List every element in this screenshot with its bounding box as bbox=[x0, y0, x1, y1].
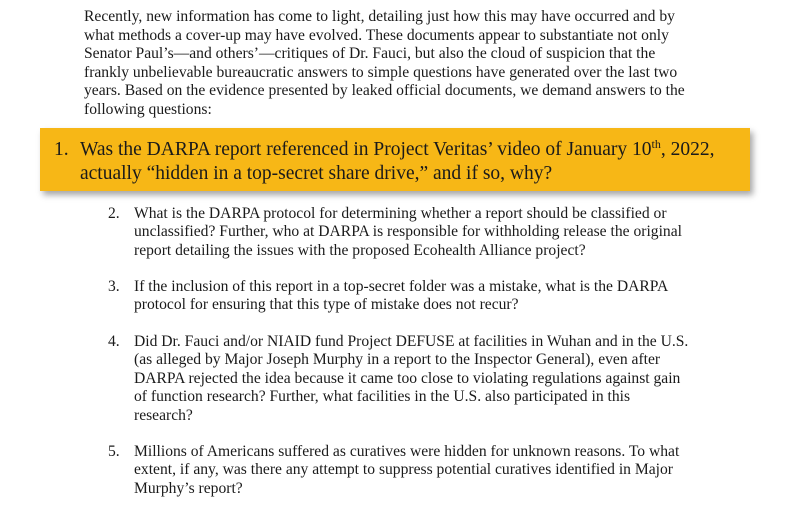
intro-line: years. Based on the evidence presented by leaked official documents, we demand answers to the bbox=[84, 82, 685, 100]
question-text bbox=[134, 333, 714, 425]
intro-paragraph bbox=[84, 8, 724, 120]
question-number: 5. bbox=[108, 443, 120, 460]
question-line: Did Dr. Fauci and/or NIAID fund Project DEFUSE at facilities in Wuhan and in the U.S. bbox=[134, 333, 689, 350]
question-text bbox=[134, 443, 714, 498]
question-line: extent, if any, was there any attempt to suppress potential curatives identified in Major bbox=[134, 461, 673, 479]
question-line: Murphy’s report? bbox=[134, 479, 243, 497]
question-number: 4. bbox=[108, 333, 120, 350]
intro-line: frankly unbelievable bureaucratic answers to simple questions have generated over the last two bbox=[84, 63, 678, 81]
question-line: (as alleged by Major Joseph Murphy in a report to the Inspector General), even after bbox=[134, 351, 661, 369]
question-line-part: Was the DARPA report referenced in Project Veritas’ video of January 10 bbox=[80, 139, 652, 160]
question-text bbox=[80, 138, 748, 186]
question-line: DARPA rejected the idea because it came too close to violating regulations against gain bbox=[134, 369, 681, 387]
question-line: What is the DARPA protocol for determining whether a report should be classified or bbox=[134, 205, 667, 222]
question-line: research? bbox=[134, 406, 193, 424]
question-number: 3. bbox=[108, 278, 120, 295]
question-text bbox=[134, 205, 714, 260]
question-line: actually “hidden in a top-secret share drive,” and if so, why? bbox=[80, 163, 553, 184]
intro-line: Recently, new information has come to light, detailing just how this may have occurred and by bbox=[84, 8, 675, 25]
intro-line: following questions: bbox=[84, 100, 212, 118]
intro-line: Senator Paul’s—and others’—critiques of Dr. Fauci, but also the cloud of suspicion that the bbox=[84, 45, 656, 63]
ordinal-superscript: th bbox=[651, 137, 661, 151]
question-line: unclassified? Further, who at DARPA is responsible for withholding release the original bbox=[134, 223, 682, 241]
question-line-part: , 2022, bbox=[660, 139, 715, 160]
question-line bbox=[80, 138, 748, 162]
question-text bbox=[134, 278, 714, 315]
intro-line: what methods a cover-up may have evolved. These documents appear to substantiate not only bbox=[84, 26, 669, 44]
question-line: Millions of Americans suffered as curatives were hidden for unknown reasons. To what bbox=[134, 443, 680, 460]
question-line: protocol for ensuring that this type of mistake does not recur? bbox=[134, 296, 519, 314]
question-line: of function research? Further, what facilities in the U.S. also participated in this bbox=[134, 388, 631, 406]
question-line: If the inclusion of this report in a top-secret folder was a mistake, what is the DARPA bbox=[134, 278, 669, 295]
question-line: report detailing the issues with the proposed Ecohealth Alliance project? bbox=[134, 241, 586, 259]
highlighted-question-1 bbox=[40, 128, 750, 191]
question-number: 2. bbox=[108, 205, 120, 222]
question-number: 1. bbox=[54, 139, 69, 160]
